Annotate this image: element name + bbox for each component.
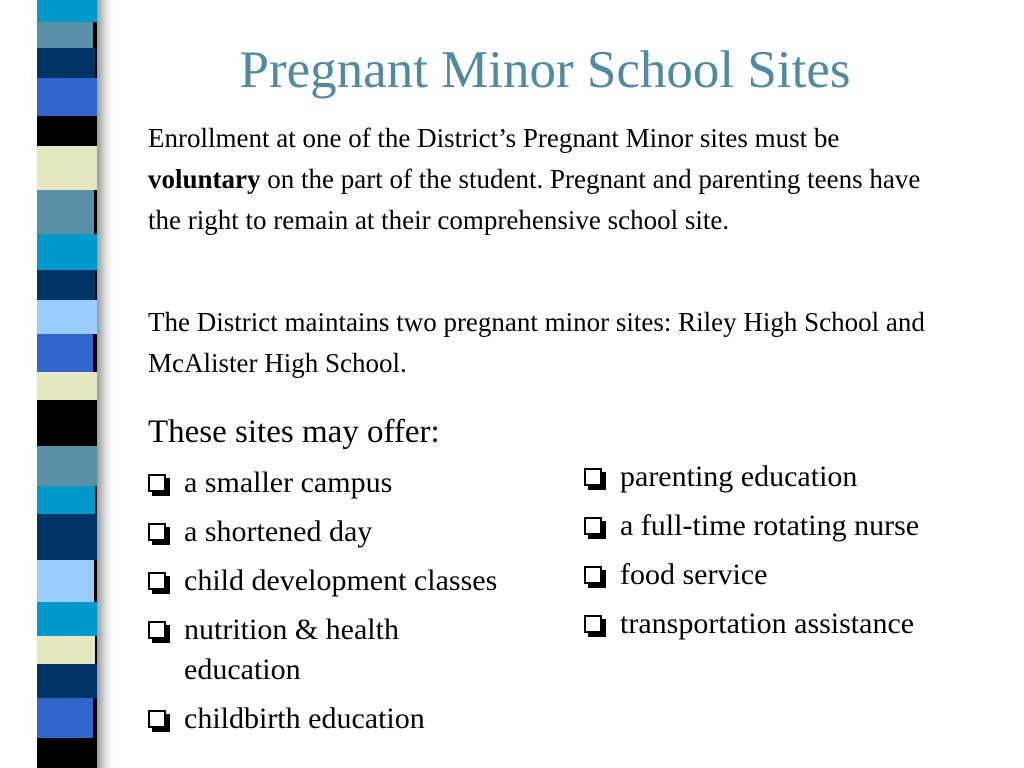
list-item-label: food service [620,558,768,591]
list-item-label: transportation assistance [620,607,915,640]
checkbox-bullet-icon [148,572,166,590]
checkbox-bullet-icon [584,566,602,584]
slide-title: Pregnant Minor School Sites [239,41,851,99]
list-item-label: nutrition & health education [184,613,399,686]
list-item [582,604,1002,644]
left-offer-list [146,463,586,748]
checkbox-bullet-icon [148,710,166,728]
voluntary-emphasis: voluntary [148,164,261,194]
list-item [146,512,586,552]
sites-paragraph: The District maintains two pregnant minor sites: Riley High School and McAlister High School. [148,307,925,378]
list-item-label: a shortened day [184,515,373,548]
checkbox-bullet-icon [584,468,602,486]
checkbox-bullet-icon [584,517,602,535]
enrollment-text-start: Enrollment at one of the District’s Pregnant Minor sites must be [148,123,840,153]
checkbox-bullet-icon [148,474,166,492]
right-offer-list [582,457,1002,653]
enrollment-text-end: on the part of the student. Pregnant and parenting teens have the right to remain at their comprehensive school site. [148,164,921,235]
list-item [146,463,586,503]
list-item-label: a full-time rotating nurse [620,509,920,542]
checkbox-bullet-icon [584,615,602,633]
offer-heading: These sites may offer: [148,414,440,450]
list-item [146,561,586,601]
checkbox-bullet-icon [148,621,166,639]
list-item [582,506,950,546]
enrollment-paragraph [148,118,928,241]
list-item-label: a smaller campus [184,466,393,499]
stripe-shadow [97,0,113,768]
list-item [582,555,1002,595]
list-item-label: parenting education [620,460,858,493]
checkbox-bullet-icon [148,523,166,541]
list-item-label: childbirth education [184,702,425,735]
list-item [146,610,514,690]
list-item [582,457,1002,497]
decorative-stripe [37,0,97,768]
list-item-label: child development classes [184,564,498,597]
list-item [146,699,586,739]
